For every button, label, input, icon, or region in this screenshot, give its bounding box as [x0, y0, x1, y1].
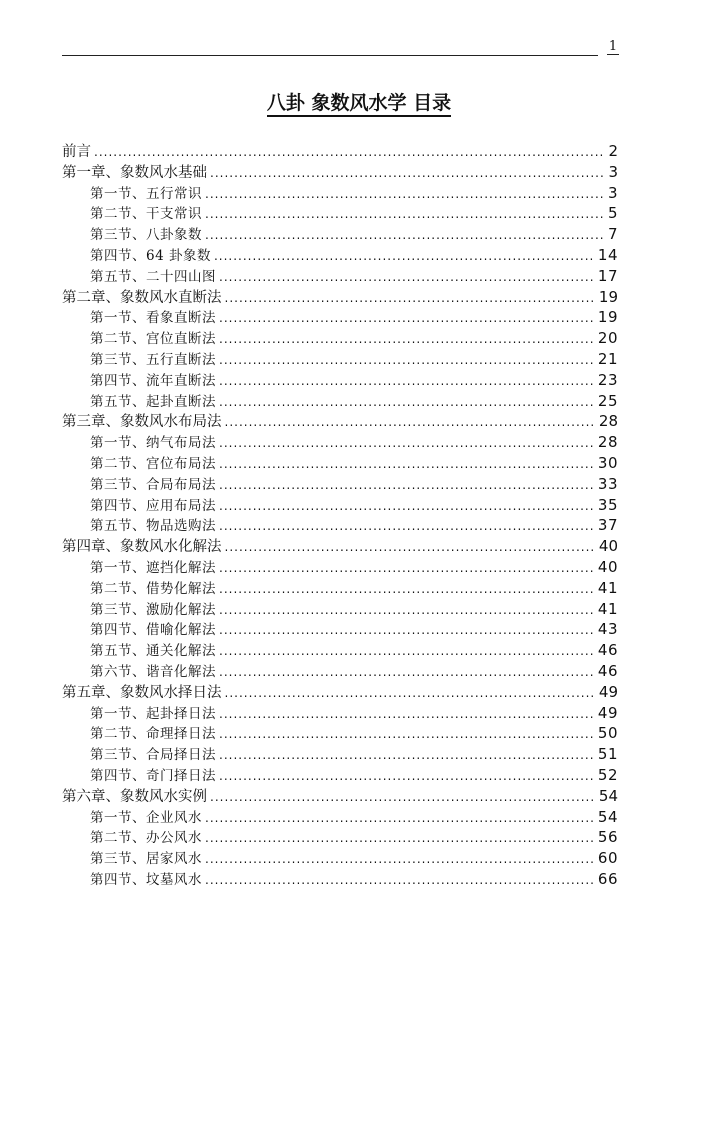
toc-entry-page: 33 [597, 474, 618, 493]
toc-section-entry[interactable] [62, 495, 618, 516]
toc-dot-leader [219, 350, 595, 371]
toc-entry-label: 第四节、应用布局法 [90, 497, 216, 514]
toc-entry-label: 第四节、借喻化解法 [90, 622, 216, 639]
toc-entry-label: 第一章、象数风水基础 [62, 164, 207, 181]
toc-entry-page: 40 [598, 537, 618, 556]
toc-dot-leader [225, 537, 596, 558]
toc-entry-page: 46 [597, 641, 618, 660]
toc-dot-leader [219, 496, 595, 517]
toc-entry-label: 第五节、起卦直断法 [90, 393, 216, 410]
toc-entry-label: 第四节、奇门择日法 [90, 767, 216, 784]
toc-entry-label: 第三节、激励化解法 [90, 601, 216, 618]
toc-entry-page: 56 [597, 828, 618, 847]
toc-dot-leader [219, 308, 595, 329]
toc-section-entry[interactable] [62, 848, 618, 869]
toc-dot-leader [219, 662, 595, 683]
toc-dot-leader [219, 267, 595, 288]
toc-dot-leader [219, 392, 595, 413]
toc-entry-label: 第六节、谐音化解法 [90, 663, 216, 680]
toc-entry-page: 28 [598, 412, 618, 431]
toc-section-entry[interactable] [62, 307, 618, 328]
toc-dot-leader [219, 371, 595, 392]
toc-entry-page: 49 [597, 703, 618, 722]
toc-entry-label: 第五节、通关化解法 [90, 643, 216, 660]
toc-entry-page: 21 [597, 349, 618, 368]
toc-entry-label: 第五章、象数风水择日法 [62, 684, 222, 701]
toc-entry-label: 第二节、办公风水 [90, 830, 202, 847]
toc-dot-leader [219, 329, 595, 350]
toc-entry-label: 第五节、二十四山图 [90, 268, 216, 285]
toc-entry-label: 第二章、象数风水直断法 [62, 289, 222, 306]
toc-entry-page: 3 [607, 183, 618, 202]
toc-chapter-entry[interactable] [62, 411, 618, 432]
toc-entry-label: 第一节、起卦择日法 [90, 705, 216, 722]
toc-entry-page: 43 [597, 620, 618, 639]
toc-entry-page: 41 [597, 578, 618, 597]
toc-section-entry[interactable] [62, 349, 618, 370]
toc-entry-label: 第一节、企业风水 [90, 809, 202, 826]
toc-dot-leader [214, 246, 595, 267]
toc-section-entry[interactable] [62, 723, 618, 744]
toc-entry-label: 第二节、干支常识 [90, 206, 202, 223]
toc-entry-label: 第五节、物品选购法 [90, 518, 216, 535]
toc-chapter-entry[interactable] [62, 682, 618, 703]
toc-entry-label: 第二节、命理择日法 [90, 726, 216, 743]
toc-entry-page: 35 [597, 495, 618, 514]
toc-entry-label: 第三节、居家风水 [90, 851, 202, 868]
toc-entry-page: 17 [597, 266, 618, 285]
toc-entry-label: 第六章、象数风水实例 [62, 788, 207, 805]
toc-section-entry[interactable] [62, 744, 618, 765]
toc-section-entry[interactable] [62, 619, 618, 640]
toc-chapter-entry[interactable] [62, 287, 618, 308]
toc-dot-leader [219, 641, 595, 662]
toc-dot-leader [225, 412, 596, 433]
toc-entry-page: 20 [597, 329, 618, 348]
toc-chapter-entry[interactable] [62, 786, 618, 807]
toc-dot-leader [205, 808, 595, 829]
toc-dot-leader [219, 433, 595, 454]
toc-entry-label: 第三节、合局择日法 [90, 747, 216, 764]
toc-section-entry[interactable] [62, 661, 618, 682]
toc-dot-leader [210, 163, 605, 184]
toc-entry-page: 50 [597, 724, 618, 743]
toc-entry-page: 49 [598, 682, 618, 701]
toc-entry-label: 第二节、宫位直断法 [90, 331, 216, 348]
toc-dot-leader [205, 849, 595, 870]
toc-entry-page: 37 [597, 516, 618, 535]
toc-entry-page: 19 [597, 308, 618, 327]
toc-section-entry[interactable] [62, 328, 618, 349]
toc-dot-leader [219, 766, 595, 787]
toc-dot-leader [205, 184, 605, 205]
toc-section-entry[interactable] [62, 370, 618, 391]
toc-dot-leader [219, 475, 595, 496]
toc-chapter-entry[interactable] [62, 141, 618, 162]
table-of-contents [62, 141, 618, 890]
toc-section-entry[interactable] [62, 703, 618, 724]
toc-dot-leader [205, 828, 595, 849]
toc-entry-label: 第一节、纳气布局法 [90, 435, 216, 452]
toc-section-entry[interactable] [62, 807, 618, 828]
toc-entry-page: 19 [598, 287, 618, 306]
toc-entry-label: 第四节、坟墓风水 [90, 871, 202, 888]
toc-section-entry[interactable] [62, 432, 618, 453]
page-number-text: 1 [608, 39, 618, 54]
toc-section-entry[interactable] [62, 224, 618, 245]
toc-section-entry[interactable] [62, 765, 618, 786]
toc-dot-leader [219, 454, 595, 475]
toc-dot-leader [219, 600, 595, 621]
toc-section-entry[interactable] [62, 515, 618, 536]
toc-section-entry[interactable] [62, 557, 618, 578]
toc-section-entry[interactable] [62, 203, 618, 224]
toc-entry-page: 5 [607, 204, 618, 223]
toc-entry-page: 3 [608, 162, 618, 181]
toc-dot-leader [210, 787, 596, 808]
toc-chapter-entry[interactable] [62, 162, 618, 183]
toc-dot-leader [219, 516, 595, 537]
toc-dot-leader [94, 142, 605, 163]
toc-entry-page: 28 [597, 433, 618, 452]
toc-dot-leader [219, 579, 595, 600]
toc-entry-label: 第三章、象数风水布局法 [62, 414, 222, 431]
toc-dot-leader [219, 704, 595, 725]
toc-dot-leader [219, 558, 595, 579]
toc-entry-page: 46 [597, 661, 618, 680]
toc-entry-label: 第四节、流年直断法 [90, 372, 216, 389]
toc-entry-label: 第三节、八卦象数 [90, 227, 202, 244]
page-title [0, 88, 718, 115]
toc-dot-leader [219, 620, 595, 641]
toc-entry-label: 第一节、遮挡化解法 [90, 559, 216, 576]
toc-entry-label: 前言 [62, 144, 91, 160]
toc-entry-page: 60 [597, 849, 618, 868]
toc-entry-page: 40 [597, 557, 618, 576]
toc-section-entry[interactable] [62, 869, 618, 890]
toc-entry-page: 51 [597, 745, 618, 764]
toc-section-entry[interactable] [62, 391, 618, 412]
toc-section-entry[interactable] [62, 474, 618, 495]
toc-dot-leader [219, 724, 595, 745]
toc-dot-leader [225, 288, 596, 309]
toc-entry-label: 第一节、看象直断法 [90, 310, 216, 327]
toc-dot-leader [205, 225, 605, 246]
toc-dot-leader [219, 745, 595, 766]
toc-section-entry[interactable] [62, 245, 618, 266]
toc-entry-page: 7 [607, 225, 618, 244]
toc-section-entry[interactable] [62, 599, 618, 620]
toc-dot-leader [205, 870, 595, 891]
toc-entry-label: 第三节、合局布局法 [90, 476, 216, 493]
toc-section-entry[interactable] [62, 453, 618, 474]
toc-entry-page: 2 [608, 142, 618, 160]
toc-dot-leader [225, 683, 596, 704]
toc-section-entry[interactable] [62, 266, 618, 287]
toc-entry-page: 23 [597, 370, 618, 389]
toc-chapter-entry[interactable] [62, 536, 618, 557]
toc-entry-page: 14 [597, 245, 618, 264]
toc-dot-leader [205, 204, 605, 225]
toc-entry-label: 第一节、五行常识 [90, 185, 202, 202]
toc-section-entry[interactable] [62, 183, 618, 204]
toc-entry-label: 第三节、五行直断法 [90, 351, 216, 368]
toc-entry-page: 41 [597, 599, 618, 618]
header-rule [62, 55, 598, 56]
toc-entry-page: 66 [597, 869, 618, 888]
toc-entry-page: 52 [597, 765, 618, 784]
toc-entry-label: 第二节、借势化解法 [90, 580, 216, 597]
toc-entry-label: 第二节、宫位布局法 [90, 455, 216, 472]
toc-entry-page: 54 [597, 807, 618, 826]
toc-entry-page: 25 [597, 391, 618, 410]
toc-section-entry[interactable] [62, 827, 618, 848]
page-number [606, 40, 620, 54]
toc-entry-label: 第四节、64 卦象数 [90, 247, 211, 264]
toc-section-entry[interactable] [62, 640, 618, 661]
toc-entry-label: 第四章、象数风水化解法 [62, 539, 222, 556]
toc-section-entry[interactable] [62, 578, 618, 599]
page-title-text: 八卦 象数风水学 目录 [267, 92, 451, 117]
toc-entry-page: 54 [598, 786, 618, 805]
toc-entry-page: 30 [597, 453, 618, 472]
